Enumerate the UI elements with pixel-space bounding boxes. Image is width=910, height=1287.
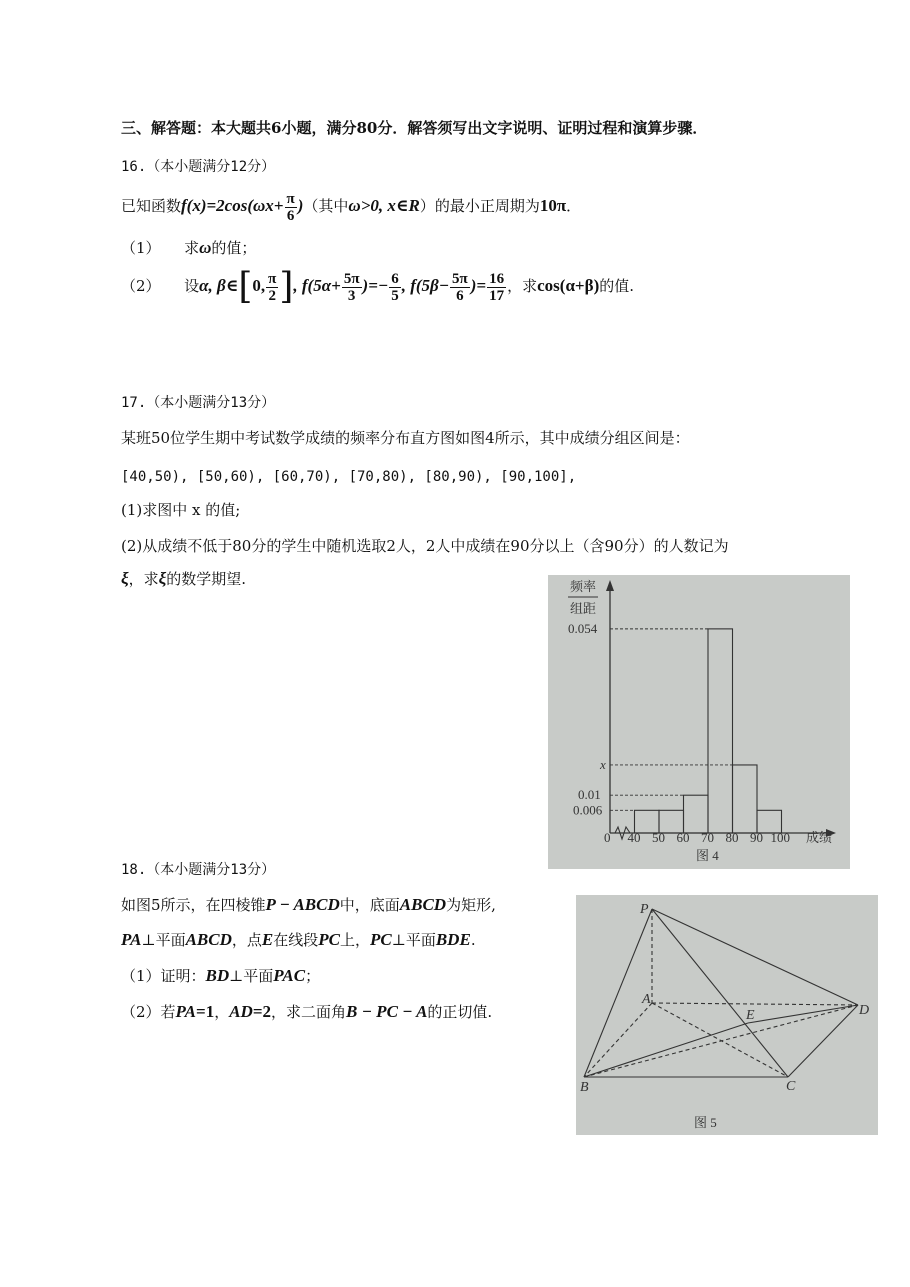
q18-l2-t4: 上， (339, 931, 370, 949)
pyramid-diagram (576, 895, 878, 1135)
q18-l2-m1: PA (121, 930, 142, 949)
q16-part2 (121, 266, 634, 306)
q17-p2-mid: ，求 (128, 570, 159, 588)
q18-p2-m2: AD (229, 1002, 253, 1021)
edge-AC (652, 1003, 788, 1077)
label-D: D (859, 1003, 870, 1018)
x-tick-100: 100 (770, 830, 790, 845)
q16-expr1-mid: )=− (362, 276, 389, 295)
label-P: P (640, 902, 649, 917)
q16-cond: ω>0, x∈R (348, 196, 420, 215)
q18-header: 18.（本小题满分13分） (121, 862, 276, 878)
x-label: 成绩 (806, 830, 833, 845)
q16-f-def-num: π (286, 190, 295, 207)
q18-p1-pre: （1）证明： (121, 967, 206, 985)
q16-f-def-den: 6 (286, 207, 295, 224)
q16-expr2-frac (450, 271, 470, 304)
y-tick-0054: 0.054 (568, 620, 598, 636)
q17-part2: (2)从成绩不低于80分的学生中随机选取2人，2人中成绩在90分以上（含90分）的人数记为 (121, 537, 729, 555)
figure-4-caption: 图 4 (696, 848, 719, 863)
q16-paren-post: ）的最小正周期为 (419, 197, 540, 215)
x-tick-labels (628, 830, 791, 845)
q18-l2-end: . (470, 931, 476, 949)
q18-l2-m3: E (261, 930, 274, 949)
q16-interval-den: 2 (268, 287, 276, 304)
q16-interval-zero: 0, (252, 276, 266, 295)
q18-p2-eq2: =2 (252, 1002, 272, 1021)
histogram-chart (548, 575, 850, 869)
q16-expr1-val (389, 271, 401, 304)
q18-l1-end: 为矩形, (446, 896, 496, 914)
q18-p2-m3: B − PC − A (346, 1002, 428, 1021)
edge-ED (748, 1005, 858, 1023)
q18-p1-m2: PAC (273, 966, 306, 985)
q16-interval-open: [ (238, 266, 253, 307)
q16-p1-post: 的值； (211, 239, 257, 257)
q18-l1-mid: 中，底面 (339, 896, 400, 914)
q16-intro (121, 188, 581, 224)
q16-interval-num: π (268, 270, 277, 287)
q16-expr1-frac (342, 271, 362, 304)
q18-part2 (121, 1002, 492, 1022)
edge-CD (788, 1005, 858, 1077)
x-tick-80: 80 (725, 830, 739, 845)
q16-p1-num: （1） (121, 239, 161, 257)
q18-l2-t3: 在线段 (273, 931, 319, 949)
q16-expr2-pre: , f(5β− (401, 276, 450, 295)
q16-p2-num: （2） (121, 277, 161, 295)
histogram-bar-80-90 (733, 765, 758, 833)
x-tick-50: 50 (652, 830, 665, 845)
q18-l2-m2: ABCD (185, 930, 232, 949)
edge-AD (652, 1003, 858, 1005)
q18-l2-t5: ⊥平面 (391, 931, 436, 949)
q17-xi-1: ξ (121, 569, 129, 588)
q18-part1 (121, 966, 320, 986)
q16-p1-pre: 求 (184, 239, 200, 257)
q16-expr1-vden: 5 (391, 287, 399, 304)
q18-l2-t2: ，点 (231, 931, 262, 949)
histogram-bar-70-80 (708, 629, 733, 833)
q16-expr1-vnum: 6 (391, 270, 399, 287)
q16-f-def-frac (285, 191, 297, 224)
q16-f-def: f(x)=2cos(ωx+ (181, 196, 284, 215)
edge-BD (584, 1005, 858, 1077)
q16-p2-vars: α, β∈ (199, 276, 239, 295)
q16-paren-pre: （其中 (303, 197, 349, 215)
q16-expr1-den: 3 (347, 287, 356, 304)
q17-intervals: [40,50), [50,60), [60,70), [70,80), [80,90), [90,100], (121, 469, 577, 485)
x-tick-40: 40 (627, 830, 641, 845)
label-C: C (786, 1079, 796, 1094)
dashed-guides (610, 629, 733, 810)
q16-p2-pre: 设 (184, 277, 200, 295)
figure-4 (548, 575, 850, 869)
q16-interval-frac (266, 271, 278, 304)
q16-part1 (121, 238, 256, 258)
q18-line1 (121, 895, 496, 915)
q18-p2-t: ，求二面角 (271, 1003, 347, 1021)
q18-l2-m4: PC (318, 930, 340, 949)
q16-p2-ask-post: 的值. (599, 277, 635, 295)
q18-p1-t: ⊥平面 (229, 967, 274, 985)
q17-xi-2: ξ (158, 569, 167, 588)
y-label-bottom: 组距 (570, 601, 597, 616)
q16-expr2-vnum: 16 (489, 270, 505, 287)
q18-p2-end: 的正切值. (427, 1003, 493, 1021)
histogram-bar-60-70 (684, 795, 709, 833)
y-label-top: 频率 (570, 579, 597, 594)
edge-PD (652, 909, 858, 1005)
q18-p2-eq1: =1 (196, 1002, 215, 1021)
q18-p1-m1: BD (205, 966, 230, 985)
q17-p2-end: 的数学期望. (166, 570, 247, 588)
y-tick-0006: 0.006 (573, 802, 603, 818)
q16-intro-pre: 已知函数 (121, 197, 182, 215)
q16-expr1-pre: , f(5α+ (293, 276, 341, 295)
q16-f-def-post: ) (297, 196, 304, 215)
q18-l1-m1: P − ABCD (265, 895, 340, 914)
q16-interval-close: ] (279, 266, 294, 307)
label-B: B (580, 1080, 589, 1095)
q17-part2-cont (121, 569, 246, 589)
origin-label: 0 (604, 830, 611, 845)
section-heading: 三、解答题：本大题共6小题，满分80分．解答须写出文字说明、证明过程和演算步骤． (121, 119, 708, 137)
q18-line2 (121, 930, 476, 950)
x-tick-90: 90 (750, 830, 763, 845)
q16-expr2-den: 6 (456, 287, 464, 304)
q18-p2-sep: ， (214, 1003, 230, 1021)
q16-period-end: ． (566, 197, 582, 215)
q18-p2-m1: PA (175, 1002, 197, 1021)
q16-expr2-vden: 17 (489, 287, 505, 304)
q17-header: 17.（本小题满分13分） (121, 395, 276, 411)
q16-header: 16.（本小题满分12分） (121, 159, 276, 175)
q18-l1-m2: ABCD (399, 895, 447, 914)
figure-5-caption: 图 5 (694, 1115, 717, 1130)
label-A: A (642, 992, 651, 1007)
q16-p2-target: cos(α+β) (537, 276, 600, 295)
y-tick-x: x (600, 756, 606, 772)
q17-intro: 某班50位学生期中考试数学成绩的频率分布直方图如图4所示，其中成绩分组区间是： (121, 429, 690, 447)
histogram-bars (635, 629, 782, 833)
q18-p2-pre: （2）若 (121, 1003, 176, 1021)
x-tick-60: 60 (676, 830, 690, 845)
x-tick-70: 70 (701, 830, 714, 845)
edge-PC (652, 909, 788, 1077)
y-axis-arrow (606, 580, 614, 591)
q16-period: 10π (539, 196, 567, 215)
q16-expr2-mid: )= (470, 276, 487, 295)
q16-expr2-num: 5π (452, 270, 468, 287)
q17-part1: (1)求图中 x 的值; (121, 501, 241, 519)
q18-l2-m5: PC (370, 930, 392, 949)
q16-expr1-num: 5π (343, 270, 360, 287)
q18-p1-end: ； (305, 967, 321, 985)
figure-5 (576, 895, 878, 1135)
q18-l2-m6: BDE (435, 930, 471, 949)
label-E: E (746, 1008, 755, 1023)
q16-p1-var: ω (199, 238, 212, 257)
q16-expr2-val (487, 271, 506, 304)
q18-l2-t1: ⊥平面 (141, 931, 186, 949)
q16-p2-ask-pre: ，求 (507, 277, 538, 295)
q18-l1-pre: 如图5所示，在四棱锥 (121, 896, 266, 914)
y-tick-001: 0.01 (578, 787, 601, 803)
